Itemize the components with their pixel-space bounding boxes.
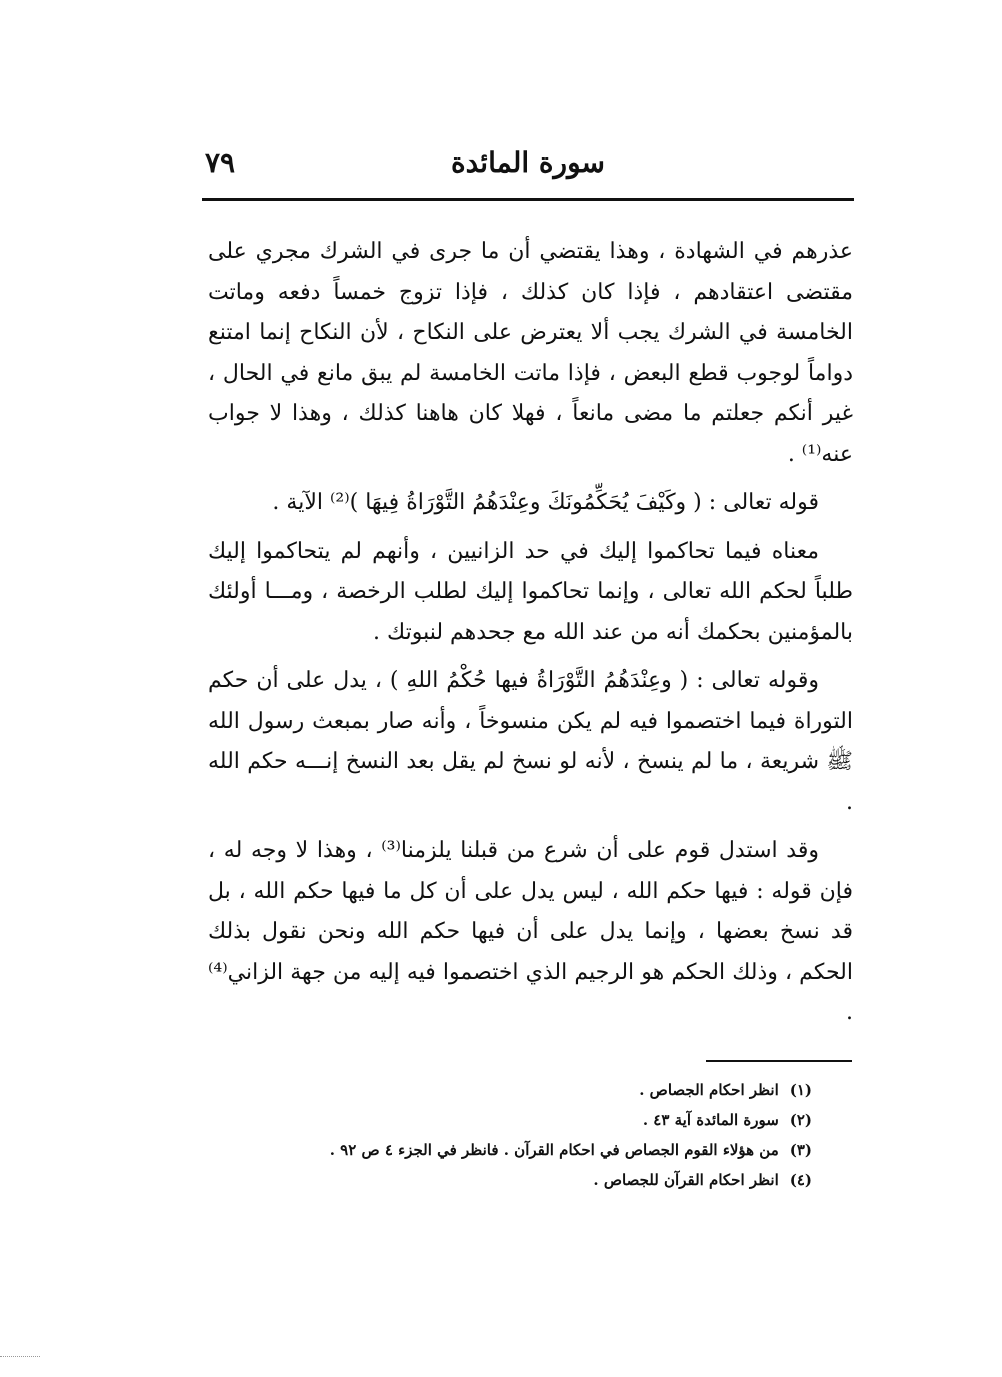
- paragraph-5: وقد استدل قوم على أن شرع من قبلنا يلزمنا⁽³⁾ ، وهذا لا وجه له ، فإن قوله : فيها حكم الله ، ليس يدل على أن كل ما فيها حكم الله ، بل قد نسخ بعضها ، وإنما يدل على أن فيها حكم الله ونحن نقول بذلك الحكم ، وذلك الحكم هو الرجيم الذي اختصموا فيه إليه من جهة الزاني⁽⁴⁾ .: [208, 838, 853, 1025]
- footnote-number: (٣): [789, 1141, 812, 1159]
- page-number: ٧٩: [205, 146, 236, 179]
- footnote-1: [200, 1075, 812, 1105]
- main-text: [208, 232, 853, 1042]
- footnote-number: (١): [789, 1081, 812, 1099]
- page-title: سورة المائدة: [450, 146, 605, 179]
- footnote-text: انظر احكام الجصاص .: [639, 1081, 779, 1099]
- paragraph-2: قوله تعالى : ( وكَيْفَ يُحَكِّمُونَكَ وعِنْدَهُمُ التَّوْرَاةُ فِيهَا )⁽²⁾ الآية .: [272, 490, 819, 515]
- footnote-number: (٢): [789, 1111, 812, 1129]
- footnote-4: [200, 1165, 812, 1195]
- footnote-text: سورة المائدة آية ٤٣ .: [642, 1111, 779, 1129]
- footnote-text: انظر احكام القرآن للجصاص .: [593, 1171, 779, 1189]
- paragraph-1: عذرهم في الشهادة ، وهذا يقتضي أن ما جرى في الشرك مجري على مقتضى اعتقادهم ، فإذا كان كذلك ، فإذا تزوج خمساً دفعه وماتت الخامسة في الشرك يجب ألا يعترض على النكاح ، لأن النكاح إنما امتنع دواماً لوجوب قطع البعض ، فإذا ماتت الخامسة لم يبق مانع في الحال ، غير أنكم جعلتم ما مضى مانعاً ، فهلا كان هاهنا كذلك ، وهذا لا جواب عنه⁽¹⁾ .: [208, 239, 853, 467]
- footnote-text: من هؤلاء القوم الجصاص في احكام القرآن . فانظر في الجزء ٤ ص ٩٢ .: [329, 1141, 779, 1159]
- footnote-rule: [706, 1060, 852, 1062]
- page-header: [205, 140, 855, 188]
- scan-edge-mark: [0, 1356, 40, 1357]
- footnote-number: (٤): [789, 1171, 812, 1189]
- footnotes: [200, 1075, 812, 1195]
- footnote-2: [200, 1105, 812, 1135]
- paragraph-3: معناه فيما تحاكموا إليك في حد الزانيين ، وأنهم لم يتحاكموا إليك طلباً لحكم الله تعالى ، وإنما تحاكموا إليك لطلب الرخصة ، ومـــا أولئك بالمؤمنين بحكمك أنه من عند الله مع جحدهم لنبوتك .: [208, 538, 853, 645]
- footnote-3: [200, 1135, 812, 1165]
- header-rule: [202, 198, 854, 201]
- paragraph-4: وقوله تعالى : ( وعِنْدَهُمُ التَّوْرَاةُ فيها حُكْمُ اللهِ ) ، يدل على أن حكم التوراة فيما اختصموا فيه لم يكن منسوخاً ، وأنه صار بمبعث رسول الله ﷺ شريعة ، ما لم ينسخ ، لأنه لو نسخ لم يقل بعد النسخ إنـــه حكم الله .: [208, 668, 853, 815]
